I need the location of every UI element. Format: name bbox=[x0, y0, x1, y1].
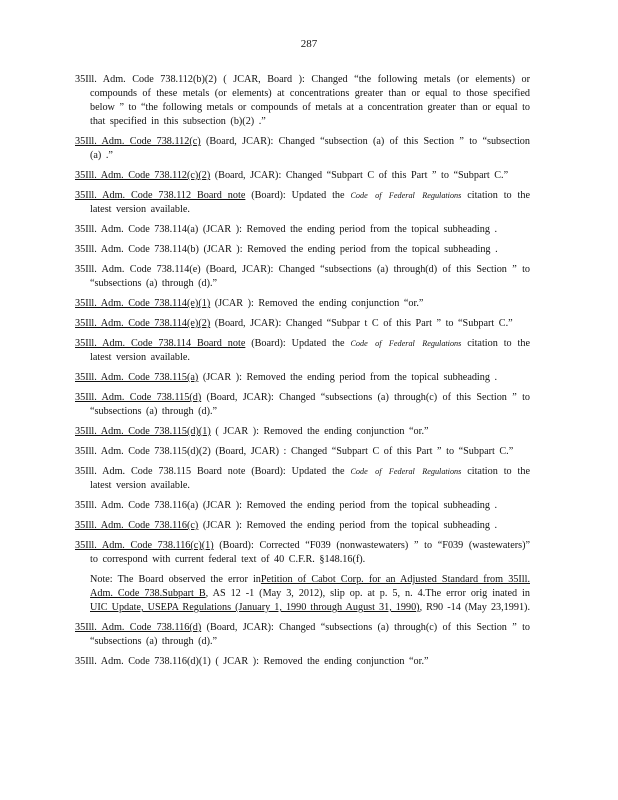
note-text: , R90 -14 (May 23,1991). bbox=[419, 602, 530, 613]
amendment-entry bbox=[75, 621, 530, 649]
entry-text: ( JCAR ): Removed the ending conjunction “or.” bbox=[210, 426, 429, 437]
citation: 35Ill. Adm. Code 738.115(d)(2) bbox=[75, 446, 211, 457]
entry-text: ( JCAR, Board ): Changed “the following metals (or elements) or compounds of these metals (or elements) at concentrations greater than or equal to those specified below ” to “the following metals or compounds of metals at a concentration greater than or equal to that specified in this subsection (b)(2) .” bbox=[90, 74, 531, 127]
amendment-entry bbox=[75, 297, 530, 311]
citation: 35Ill. Adm. Code 738.114(e) bbox=[75, 264, 201, 275]
amendment-entry bbox=[75, 499, 530, 513]
entry-text: (Board, JCAR): Changed “subsections (a) through(d) of this Section ” to “subsections (a) through (d).” bbox=[90, 264, 530, 289]
citation: 35Ill. Adm. Code 738.116(c)(1) bbox=[75, 540, 214, 551]
amendment-entry bbox=[75, 465, 530, 493]
citation: 35Ill. Adm. Code 738.115(d) bbox=[75, 392, 202, 403]
entry-text: ( JCAR ): Removed the ending conjunction “or.” bbox=[210, 656, 429, 667]
amendment-entry bbox=[75, 337, 530, 365]
entry-text: (JCAR ): Removed the ending period from the topical subheading . bbox=[198, 372, 498, 383]
citation: 35Ill. Adm. Code 738.114(e)(1) bbox=[75, 298, 211, 309]
amendment-list bbox=[75, 73, 530, 675]
amendment-entry bbox=[75, 371, 530, 385]
board-note bbox=[90, 573, 530, 615]
update-citation: UIC Update, USEPA Regulations (January 1, 1990 through August 31, 1990) bbox=[90, 602, 420, 613]
note-text: Note: The Board observed the error in bbox=[90, 574, 261, 585]
amendment-entry bbox=[75, 73, 530, 129]
citation: 35Ill. Adm. Code 738.115(d)(1) bbox=[75, 426, 211, 437]
entry-text: (Board): Corrected “F039 (nonwastewaters) ” to “F039 (wastewaters)” to correspond with current federal text of 40 C.F.R. §148.16(f). bbox=[90, 540, 530, 565]
entry-text: citation to the latest version available. bbox=[90, 338, 530, 363]
citation: 35Ill. Adm. Code 738.115 Board note bbox=[75, 466, 246, 477]
amendment-entry bbox=[75, 391, 530, 419]
citation: 35Ill. Adm. Code 738.114(e)(2) bbox=[75, 318, 211, 329]
citation: 35Ill. Adm. Code 738.116(d)(1) bbox=[75, 656, 211, 667]
entry-text: (Board, JCAR): Changed “Subpar t C of this Part ” to “Subpart C.” bbox=[210, 318, 513, 329]
citation: 35Ill. Adm. Code 738.114 Board note bbox=[75, 338, 246, 349]
entry-text: (Board): Updated the bbox=[245, 338, 351, 349]
entry-text: (JCAR ): Removed the ending conjunction “or.” bbox=[210, 298, 424, 309]
entry-text: (JCAR ): Removed the ending period from the topical subheading . bbox=[198, 500, 498, 511]
cfr-title: Code of Federal Regulations bbox=[350, 191, 462, 200]
entry-text: citation to the latest version available. bbox=[90, 466, 530, 491]
cfr-title: Code of Federal Regulations bbox=[350, 467, 462, 476]
amendment-entry bbox=[75, 317, 530, 331]
amendment-entry bbox=[75, 135, 530, 163]
entry-text: (Board, JCAR): Changed “Subpart C of this Part ” to “Subpart C.” bbox=[210, 170, 509, 181]
amendment-entry bbox=[75, 539, 530, 567]
entry-text: (JCAR ): Removed the ending period from the topical subheading . bbox=[198, 244, 498, 255]
citation: 35Ill. Adm. Code 738.112(c) bbox=[75, 136, 201, 147]
citation: 35Ill. Adm. Code 738.112 Board note bbox=[75, 190, 246, 201]
citation: 35Ill. Adm. Code 738.112(c)(2) bbox=[75, 170, 211, 181]
page-number: 287 bbox=[300, 38, 318, 50]
citation: 35Ill. Adm. Code 738.115(a) bbox=[75, 372, 199, 383]
note-text: , AS 12 -1 (May 3, 2012), slip op. at p. 5, n. 4.The error orig inated in bbox=[205, 588, 530, 599]
amendment-entry bbox=[75, 655, 530, 669]
amendment-entry bbox=[75, 243, 530, 257]
case-citation: Petition of Cabot Corp. for an Adjusted Standard from 35Ill. Adm. Code 738.Subpart B bbox=[90, 574, 530, 599]
entry-text: citation to the latest version available. bbox=[90, 190, 530, 215]
citation: 35Ill. Adm. Code 738.116(d) bbox=[75, 622, 202, 633]
amendment-entry bbox=[75, 223, 530, 237]
amendment-entry bbox=[75, 425, 530, 439]
citation: 35Ill. Adm. Code 738.116(a) bbox=[75, 500, 199, 511]
cfr-title: Code of Federal Regulations bbox=[350, 339, 462, 348]
entry-text: (Board, JCAR): Changed “subsections (a) through(c) of this Section ” to “subsections (a) through (d).” bbox=[90, 392, 530, 417]
entry-text: (Board, JCAR): Changed “subsection (a) of this Section ” to “subsection (a) .” bbox=[90, 136, 530, 161]
entry-text: (Board): Updated the bbox=[245, 466, 351, 477]
amendment-entry bbox=[75, 519, 530, 533]
entry-text: (JCAR ): Removed the ending period from the topical subheading . bbox=[198, 224, 498, 235]
citation: 35Ill. Adm. Code 738.116(c) bbox=[75, 520, 199, 531]
amendment-entry bbox=[75, 169, 530, 183]
citation: 35Ill. Adm. Code 738.114(a) bbox=[75, 224, 199, 235]
entry-text: (Board, JCAR): Changed “subsections (a) through(c) of this Section ” to “subsections (a) through (d).” bbox=[90, 622, 530, 647]
entry-text: (Board): Updated the bbox=[245, 190, 351, 201]
entry-text: (Board, JCAR) : Changed “Subpart C of this Part ” to “Subpart C.” bbox=[210, 446, 514, 457]
citation: 35Ill. Adm. Code 738.114(b) bbox=[75, 244, 199, 255]
citation: 35Ill. Adm. Code 738.112(b)(2) bbox=[75, 74, 217, 85]
amendment-entry bbox=[75, 445, 530, 459]
amendment-entry bbox=[75, 189, 530, 217]
amendment-entry bbox=[75, 263, 530, 291]
entry-text: (JCAR ): Removed the ending period from the topical subheading . bbox=[198, 520, 498, 531]
